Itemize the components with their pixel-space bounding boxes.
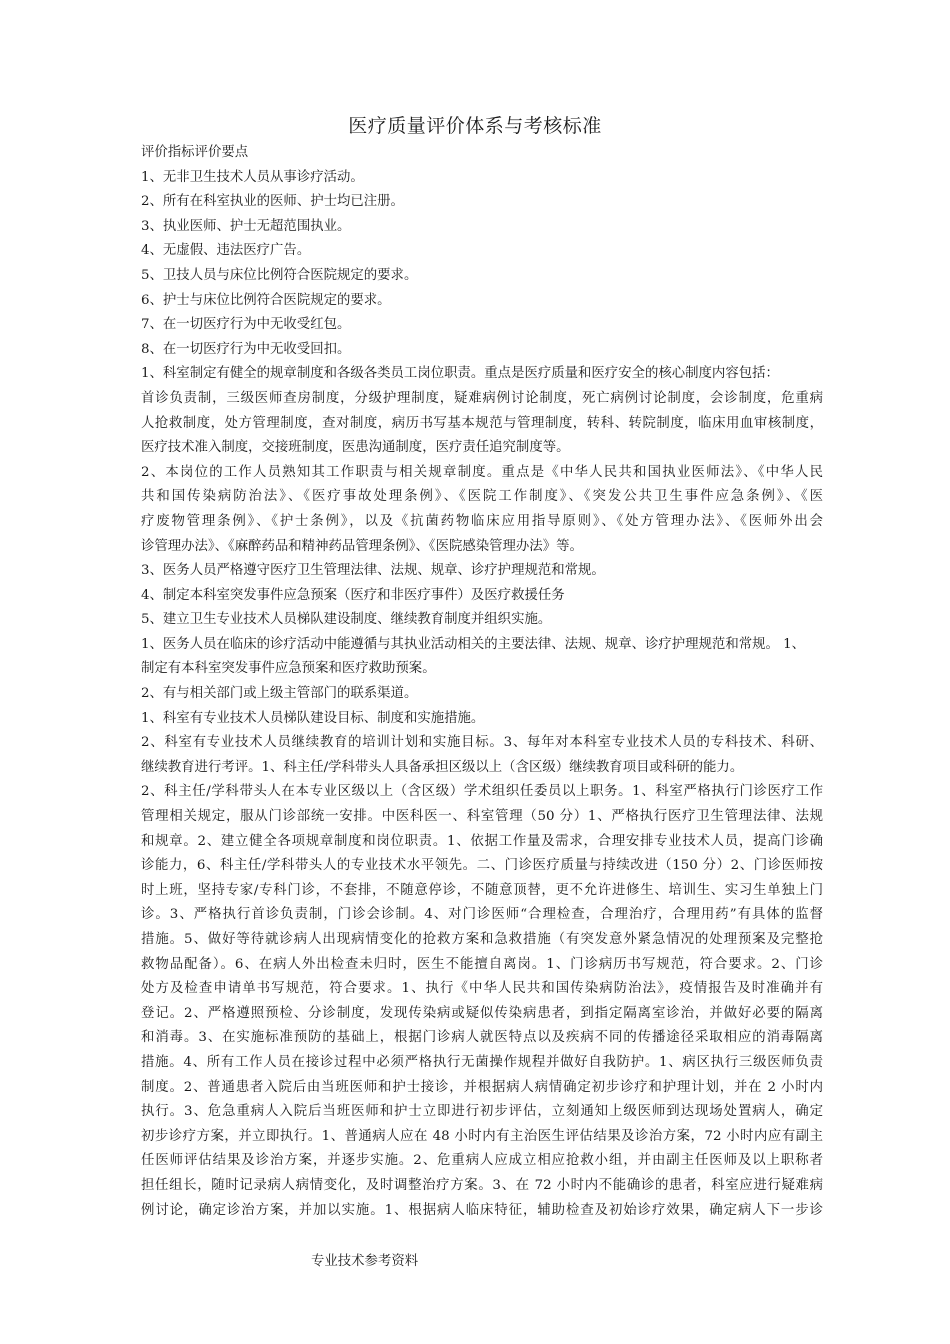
page-footer: 专业技术参考资料	[311, 1254, 419, 1269]
body-line: 例讨论，确定诊治方案，并加以实施。1、根据病人临床特征，辅助检查及初始诊疗效果，确定病人下一步诊	[141, 1202, 823, 1218]
body-line: 2、科室有专业技术人员继续教育的培训计划和实施目标。3、每年对本科室专业技术人员的专科技术、科研、	[141, 735, 823, 751]
body-line: 2、有与相关部门或上级主管部门的联系渠道。	[141, 686, 418, 702]
body-line: 人抢救制度，处方管理制度，查对制度，病历书写基本规范与管理制度，转科、转院制度，临床用血审核制度，	[141, 415, 823, 431]
body-line: 4、制定本科室突发事件应急预案（医疗和非医疗事件）及医疗救援任务	[141, 587, 565, 603]
body-line: 1、无非卫生技术人员从事诊疗活动。	[141, 169, 364, 185]
body-line: 继续教育进行考评。1、科主任/学科带头人具备承担区级以上（含区级）继续教育项目或科研的能力。	[141, 759, 744, 775]
body-line: 1、科室有专业技术人员梯队建设目标、制度和实施措施。	[141, 710, 485, 726]
body-line: 和消毒。3、在实施标准预防的基础上，根据门诊病人就医特点以及疾病不同的传播途径采取相应的消毒隔离	[141, 1030, 823, 1046]
body-line: 6、护士与床位比例符合医院规定的要求。	[141, 292, 391, 308]
body-line: 7、在一切医疗行为中无收受红包。	[141, 317, 351, 333]
body-line: 共和国传染病防治法》、《医疗事故处理条例》、《医院工作制度》、《突发公共卫生事件应急条例》、《医	[141, 489, 823, 505]
document-title: 医疗质量评价体系与考核标准	[348, 115, 602, 137]
body-line: 救物品配备）。6、在病人外出检查未归时，医生不能擅自离岗。1、门诊病历书写规范，符合要求。2、门诊	[141, 956, 823, 972]
body-line: 制度。2、普通患者入院后由当班医师和护士接诊，并根据病人病情确定初步诊疗和护理计划，并在 2 小时内	[141, 1079, 823, 1095]
body-line: 登记。2、严格遵照预检、分诊制度，发现传染病或疑似传染病患者，到指定隔离室诊治，并做好必要的隔离	[141, 1005, 823, 1021]
body-line: 2、所有在科室执业的医师、护士均已注册。	[141, 194, 404, 210]
body-line: 制定有本科室突发事件应急预案和医疗救助预案。	[141, 661, 436, 677]
body-line: 5、建立卫生专业技术人员梯队建设制度、继续教育制度并组织实施。	[141, 612, 552, 628]
body-line: 任医师评估结果及诊治方案，并逐步实施。2、危重病人应成立相应抢救小组，并由副主任医师及以上职称者	[141, 1153, 823, 1169]
body-line: 8、在一切医疗行为中无收受回扣。	[141, 341, 351, 357]
body-line: 首诊负责制，三级医师查房制度，分级护理制度，疑难病例讨论制度，死亡病例讨论制度，会诊制度，危重病	[141, 390, 823, 406]
body-line: 3、医务人员严格遵守医疗卫生管理法律、法规、规章、诊疗护理规范和常规。	[141, 563, 605, 579]
body-line: 5、卫技人员与床位比例符合医院规定的要求。	[141, 267, 418, 283]
body-line: 1、医务人员在临床的诊疗活动中能遵循与其执业活动相关的主要法律、法规、规章、诊疗护理规范和常规。 1、	[141, 636, 806, 652]
body-line: 诊能力，6、科主任/学科带头人的专业技术水平领先。二、门诊医疗质量与持续改进（150 分）2、门诊医师按	[141, 858, 823, 874]
body-line: 担任组长，随时记录病人病情变化，及时调整治疗方案。3、在 72 小时内不能确诊的患者，科室应进行疑难病	[141, 1177, 823, 1193]
body-line: 评价指标评价要点	[141, 145, 249, 160]
body-line: 1、科室制定有健全的规章制度和各级各类员工岗位职责。重点是医疗质量和医疗安全的核心制度内容包括：	[141, 366, 779, 382]
body-line: 疗废物管理条例》、《护士条例》，以及《抗菌药物临床应用指导原则》、《处方管理办法》、《医师外出会	[141, 513, 823, 529]
body-line: 时上班，坚持专家/专科门诊，不套排，不随意停诊，不随意顶替，更不允许进修生、培训生、实习生单独上门	[141, 882, 823, 898]
body-line: 执行。3、危急重病人入院后当班医师和护士立即进行初步评估，立刻通知上级医师到达现场处置病人，确定	[141, 1104, 823, 1120]
body-line: 2、本岗位的工作人员熟知其工作职责与相关规章制度。重点是《中华人民共和国执业医师法》、《中华人民	[141, 464, 823, 480]
body-line: 措施。5、做好等待就诊病人出现病情变化的抢救方案和急救措施（有突发意外紧急情况的处理预案及完整抢	[141, 932, 823, 947]
document-body	[141, 141, 823, 1223]
body-line: 管理相关规定，服从门诊部统一安排。中医科医一、科室管理（50 分）1、严格执行医疗卫生管理法律、法规	[141, 809, 823, 825]
body-line: 医疗技术准入制度，交接班制度，医患沟通制度，医疗责任追究制度等。	[141, 440, 570, 456]
body-line: 初步诊疗方案，并立即执行。1、普通病人应在 48 小时内有主治医生评估结果及诊治方案，72 小时内应有副主	[141, 1128, 823, 1144]
body-line: 2、科主任/学科带头人在本专业区级以上（含区级）学术组织任委员以上职务。1、科室严格执行门诊医疗工作	[141, 784, 823, 800]
body-line: 措施。4、所有工作人员在接诊过程中必须严格执行无菌操作规程并做好自我防护。1、病区执行三级医师负责	[141, 1054, 823, 1070]
body-line: 诊管理办法》、《麻醉药品和精神药品管理条例》、《医院感染管理办法》等。	[141, 538, 583, 554]
body-line: 4、无虚假、违法医疗广告。	[141, 243, 311, 259]
body-line: 处方及检查申请单书写规范，符合要求。1、执行《中华人民共和国传染病防治法》，疫情报告及时准确并有	[141, 981, 823, 997]
body-line: 诊。3、严格执行首诊负责制，门诊会诊制。4、对门诊医师“合理检查，合理治疗，合理用药”有具体的监督	[141, 907, 823, 923]
body-line: 和规章。2、建立健全各项规章制度和岗位职责。1、依据工作量及需求，合理安排专业技术人员，提高门诊确	[141, 833, 823, 849]
body-line: 3、执业医师、护士无超范围执业。	[141, 218, 351, 234]
